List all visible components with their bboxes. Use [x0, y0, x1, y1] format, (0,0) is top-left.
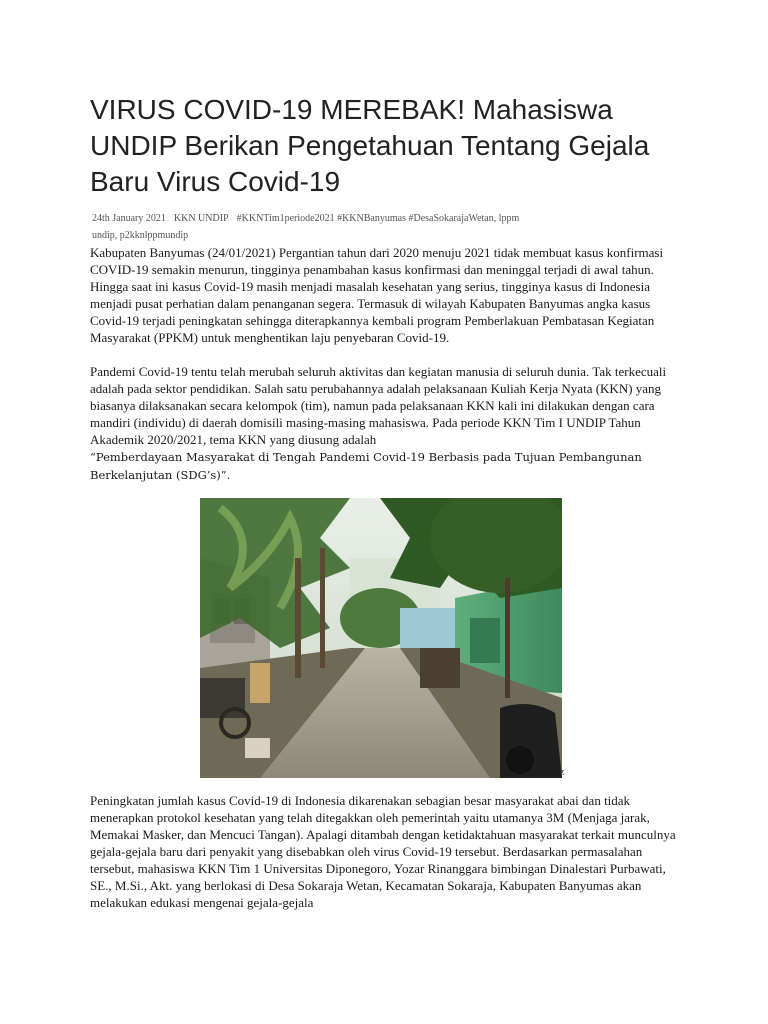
post-author[interactable]: KKN UNDIP	[173, 213, 229, 224]
paragraph-increase: Peningkatan jumlah kasus Covid-19 di Indonesia dikarenakan sebagian besar masyarakat abai dan tidak menerapkan protokol kesehatan yang telah ditegakkan oleh pemerintah yaitu utamanya 3M (Menjaga jarak, Memakai Masker, dan Mencuci Tangan). Apalagi ditambah dengan ketidaktahuan masyarakat terkait munculnya gejala-gejala baru dari penyakit yang disebabkan oleh virus Covid-19 tersebut. Berdasarkan permasalahan tersebut, mahasiswa KKN Tim 1 Universitas Diponegoro, Yozar Rinanggara bimbingan Dinalestari Purbawati, SE., M.Si., Akt. yang berlokasi di Desa Sokaraja Wetan, Kecamatan Sokaraja, Kabupaten Banyumas akan melakukan edukasi mengenai gejala-gejala	[90, 793, 676, 910]
post-tags: #KKNTim1periode2021 #KKNBanyumas #DesaSokarajaWetan, lppm	[236, 213, 520, 224]
article-title: VIRUS COVID-19 MEREBAK! Mahasiswa UNDIP Berikan Pengetahuan Tentang Gejala Baru Virus Covid-19	[90, 94, 650, 197]
figure-mark: z	[560, 767, 565, 778]
village-road-image	[200, 498, 565, 778]
article-meta	[90, 210, 680, 244]
paragraph-intro: Kabupaten Banyumas (24/01/2021) Pergantian tahun dari 2020 menuju 2021 tidak membuat kasus konfirmasi COVID-19 semakin menurun, tingginya penambahan kasus konfirmasi dan meninggal terjadi di awal tahun. Hingga saat ini kasus Covid-19 masih menjadi masalah kesehatan yang serius, tingginya kasus di Indonesia menjadi pusat perhatian dalam penanganan segera. Termasuk di wilayah Kabupaten Banyumas angka kasus Covid-19 terjadi peningkatan sehingga diterapkannya kembali program Pemberlakuan Pembatasan Kegiatan Masyarakat (PPKM) untuk menghentikan laju penyebaran Covid-19.	[90, 245, 664, 345]
paragraph-pandemic-text: Pandemi Covid-19 tentu telah merubah seluruh aktivitas dan kegiatan manusia di seluruh dunia. Tak terkecuali adalah pada sektor pendidikan. Salah satu perubahannya adalah pelaksanaan Kuliah Kerja Nyata (KKN) yang biasanya dilaksanakan secara kelompok (tim), namun pada pelaksanaan KKN kali ini dilakukan dengan cara mandiri (individu) di daerah domisili masing-masing mahasiswa. Pada periode KKN Tim I UNDIP Tahun Akademik 2020/2021, tema KKN yang diusung adalah	[90, 364, 667, 447]
article	[90, 92, 680, 911]
tag-link-undip[interactable]: undip	[92, 230, 115, 241]
tag-link-group[interactable]: #KKNTim1periode2021 #KKNBanyumas #DesaSokarajaWetan	[236, 213, 494, 224]
tag-link-lppm[interactable]: lppm	[498, 213, 520, 224]
paragraph-pandemic	[90, 363, 680, 484]
post-tags-cont: undip, p2kknlppmundip	[92, 230, 189, 241]
post-date: 24th January 2021	[92, 213, 166, 224]
village-road-photo	[200, 498, 565, 778]
tag-link-p2kkn[interactable]: p2kknlppmundip	[119, 230, 189, 241]
kkn-theme-quote: “Pemberdayaan Masyarakat di Tengah Pandemi Covid-19 Berbasis pada Tujuan Pembangunan Berkelanjutan (SDG’s)”.	[90, 450, 642, 482]
